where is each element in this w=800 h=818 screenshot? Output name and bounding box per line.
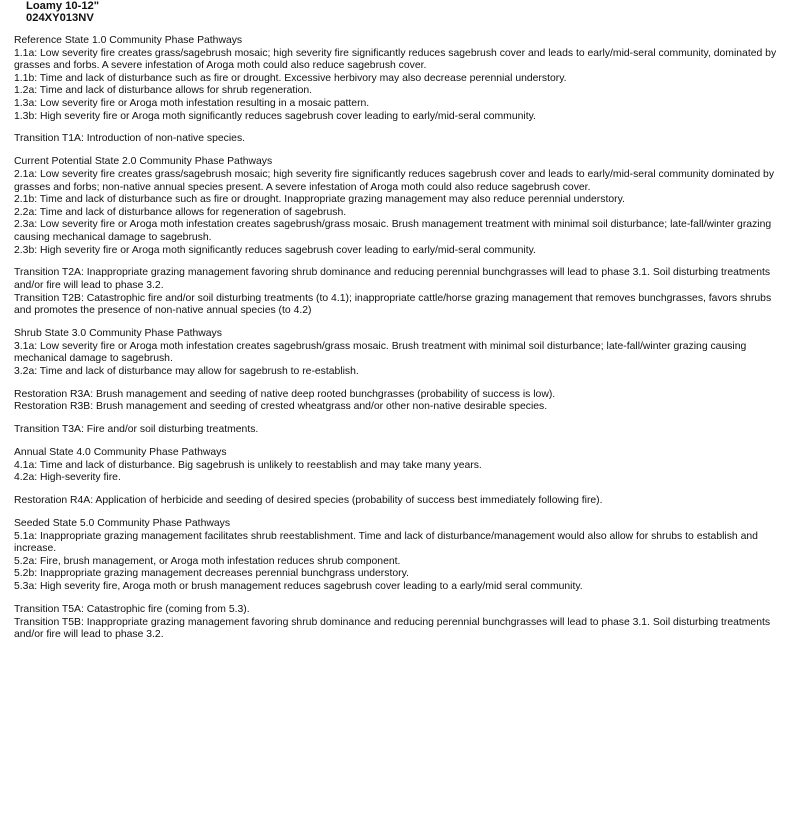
section [14,447,784,485]
section [14,328,784,378]
pathway-line: 5.2b: Inappropriate grazing management decreases perennial bunchgrass understory. [14,568,409,580]
pathway-line: Transition T1A: Introduction of non-native species. [14,133,246,145]
pathway-line: Transition T2A: Inappropriate grazing management favoring shrub dominance and reducing perennial bunchgrasses will lead to phase 3.1. Soil disturbing treatments and/or fire will lead to phase 3.2. [14,267,771,291]
pathway-line: 1.1b: Time and lack of disturbance such as fire or drought. Excessive herbivory may also decrease perennial understory. [14,72,567,84]
section-title: Current Potential State 2.0 Community Phase Pathways [14,156,273,168]
site-name: Loamy 10-12" [26,0,100,12]
pathway-line: 2.3a: Low severity fire or Aroga moth infestation creates sagebrush/grass mosaic. Brush management treatment with minimal soil disturbance; late-fall/winter grazing causing mechanical damage to sagebrush. [14,219,772,243]
pathway-line: Transition T2B: Catastrophic fire and/or soil disturbing treatments (to 4.1); inappropriate cattle/horse grazing management that removes bunchgrasses, favors shrubs and promotes the presence of non-native annual species (to 4.2) [14,292,772,317]
pathway-line: 1.1a: Low severity fire creates grass/sagebrush mosaic; high severity fire significantly reduces sagebrush cover and leads to early/mid-seral community, dominated by grasses and forbs. A severe infestation of Aroga moth could also reduce sagebrush cover. [14,47,777,72]
pathway-line: 1.2a: Time and lack of disturbance allows for shrub regeneration. [14,85,313,97]
pathway-line: 2.2a: Time and lack of disturbance allows for regeneration of sagebrush. [14,206,347,218]
section-title: Reference State 1.0 Community Phase Pathways [14,35,243,46]
section [14,389,784,414]
section [14,424,784,437]
document-header [26,0,784,24]
pathway-line: 3.2a: Time and lack of disturbance may allow for sagebrush to re-establish. [14,365,359,377]
pathway-line: Restoration R3A: Brush management and seeding of native deep rooted bunchgrasses (probability of success is low). [14,388,556,400]
pathway-line: 3.1a: Low severity fire or Aroga moth infestation creates sagebrush/grass mosaic. Brush treatment with minimal soil disturbance; late-fall/winter grazing causing mechanical damage to sagebrush. [14,340,747,365]
pathway-line: 4.2a: High-severity fire. [14,472,121,484]
section [14,35,784,123]
section [14,518,784,594]
pathway-sections [14,35,784,642]
pathway-line: 2.1b: Time and lack of disturbance such as fire or drought. Inappropriate grazing management may also reduce perennial understory. [14,194,625,206]
section [14,604,784,642]
pathway-line: Restoration R4A: Application of herbicide and seeding of desired species (probability of success best immediately following fire). [14,495,603,507]
pathway-line: Transition T5A: Catastrophic fire (coming from 5.3). [14,603,250,615]
section [14,156,784,257]
pathway-line: 5.3a: High severity fire, Aroga moth or brush management reduces sagebrush cover leading to a early/mid seral community. [14,581,583,593]
section [14,495,784,508]
pathway-line: 2.3b: High severity fire or Aroga moth significantly reduces sagebrush cover leading to early/mid-seral community. [14,244,536,256]
section-title: Annual State 4.0 Community Phase Pathways [14,447,227,459]
pathway-line: 5.1a: Inappropriate grazing management facilitates shrub reestablishment. Time and lack of disturbance/management would also allow for shrubs to establish and increase. [14,530,758,555]
section [14,133,784,146]
pathway-line: Transition T3A: Fire and/or soil disturbing treatments. [14,424,259,436]
pathway-line: 5.2a: Fire, brush management, or Aroga moth infestation reduces shrub component. [14,555,401,567]
pathway-line: 1.3b: High severity fire or Aroga moth significantly reduces sagebrush cover leading to early/mid-seral community. [14,110,536,122]
pathway-line: Restoration R3B: Brush management and seeding of crested wheatgrass and/or other non-native desirable species. [14,401,548,413]
section-title: Seeded State 5.0 Community Phase Pathways [14,518,231,530]
pathway-line: 4.1a: Time and lack of disturbance. Big sagebrush is unlikely to reestablish and may take many years. [14,459,482,471]
section [14,267,784,317]
document-page [14,0,784,652]
pathway-line: 2.1a: Low severity fire creates grass/sagebrush mosaic; high severity fire significantly reduces sagebrush cover and leads to early/mid-seral community dominated by grasses and forbs; non-native annual species present. A severe infestation of Aroga moth could also reduce sagebrush cover. [14,168,775,193]
pathway-line: 1.3a: Low severity fire or Aroga moth infestation resulting in a mosaic pattern. [14,97,370,109]
site-id: 024XY013NV [26,12,94,24]
section-title: Shrub State 3.0 Community Phase Pathways [14,328,222,340]
pathway-line: Transition T5B: Inappropriate grazing management favoring shrub dominance and reducing perennial bunchgrasses will lead to phase 3.1. Soil disturbing treatments and/or fire will lead to phase 3.2. [14,616,771,641]
